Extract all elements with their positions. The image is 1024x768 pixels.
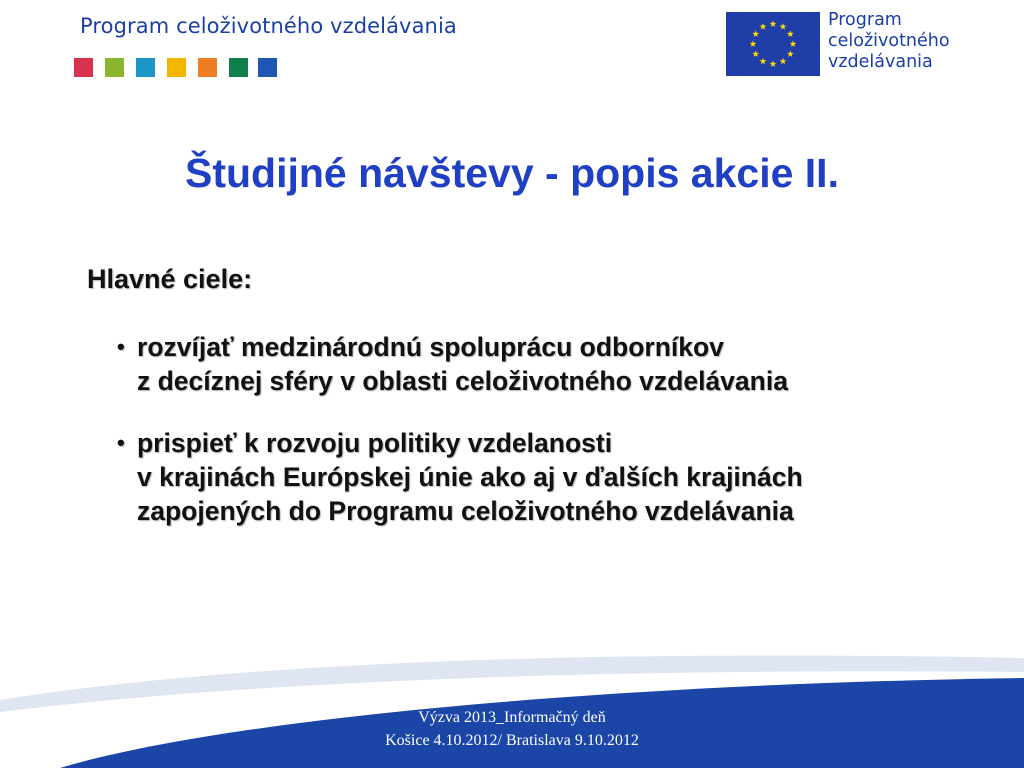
goals-heading: Hlavné ciele: — [87, 264, 253, 294]
color-square-orange — [198, 58, 217, 77]
color-square-cyan — [136, 58, 155, 77]
color-square-darkgreen — [229, 58, 248, 77]
eu-star-icon — [787, 30, 794, 37]
bullet-line: rozvíjať medzinárodnú spoluprácu odborníkov — [137, 332, 724, 362]
color-square-blue — [258, 58, 277, 77]
bullet-line: prispieť k rozvoju politiky vzdelanosti — [137, 428, 613, 458]
bullet-line: v krajinách Európskej únie ako aj v ďalších krajinách — [137, 462, 803, 492]
bullet-line: zapojených do Programu celoživotného vzdelávania — [137, 496, 794, 526]
eu-star-icon — [780, 23, 787, 30]
color-square-green — [105, 58, 124, 77]
eu-flag-icon — [726, 12, 820, 76]
eu-star-icon — [770, 60, 777, 67]
bullet-item — [117, 330, 788, 398]
bullet-item — [117, 426, 803, 528]
bullet-dot-icon: • — [117, 334, 125, 359]
eu-star-icon — [750, 40, 757, 47]
eu-logo-line1: Program — [828, 10, 902, 30]
footer-line1: Výzva 2013_Informačný deň — [418, 709, 606, 726]
eu-star-icon — [780, 58, 787, 65]
slide-title: Študijné návštevy - popis akcie II. — [185, 150, 839, 196]
footer-line2: Košice 4.10.2012/ Bratislava 9.10.2012 — [385, 732, 639, 749]
eu-star-icon — [770, 20, 777, 27]
eu-star-icon — [760, 58, 767, 65]
color-square-red — [74, 58, 93, 77]
bullet-line: z decíznej sféry v oblasti celoživotného vzdelávania — [137, 366, 788, 396]
program-title: Program celoživotného vzdelávania — [80, 14, 457, 38]
eu-logo-text — [828, 10, 950, 73]
bullet-dot-icon: • — [117, 430, 125, 455]
color-square-yellow — [167, 58, 186, 77]
eu-program-logo — [726, 12, 966, 76]
eu-logo-line3: vzdelávania — [828, 52, 933, 72]
eu-logo-line2: celoživotného — [828, 31, 950, 51]
eu-star-icon — [790, 40, 797, 47]
eu-star-icon — [752, 30, 759, 37]
eu-star-icon — [752, 50, 759, 57]
eu-star-icon — [760, 23, 767, 30]
eu-star-icon — [787, 50, 794, 57]
footer-text — [0, 706, 1024, 752]
